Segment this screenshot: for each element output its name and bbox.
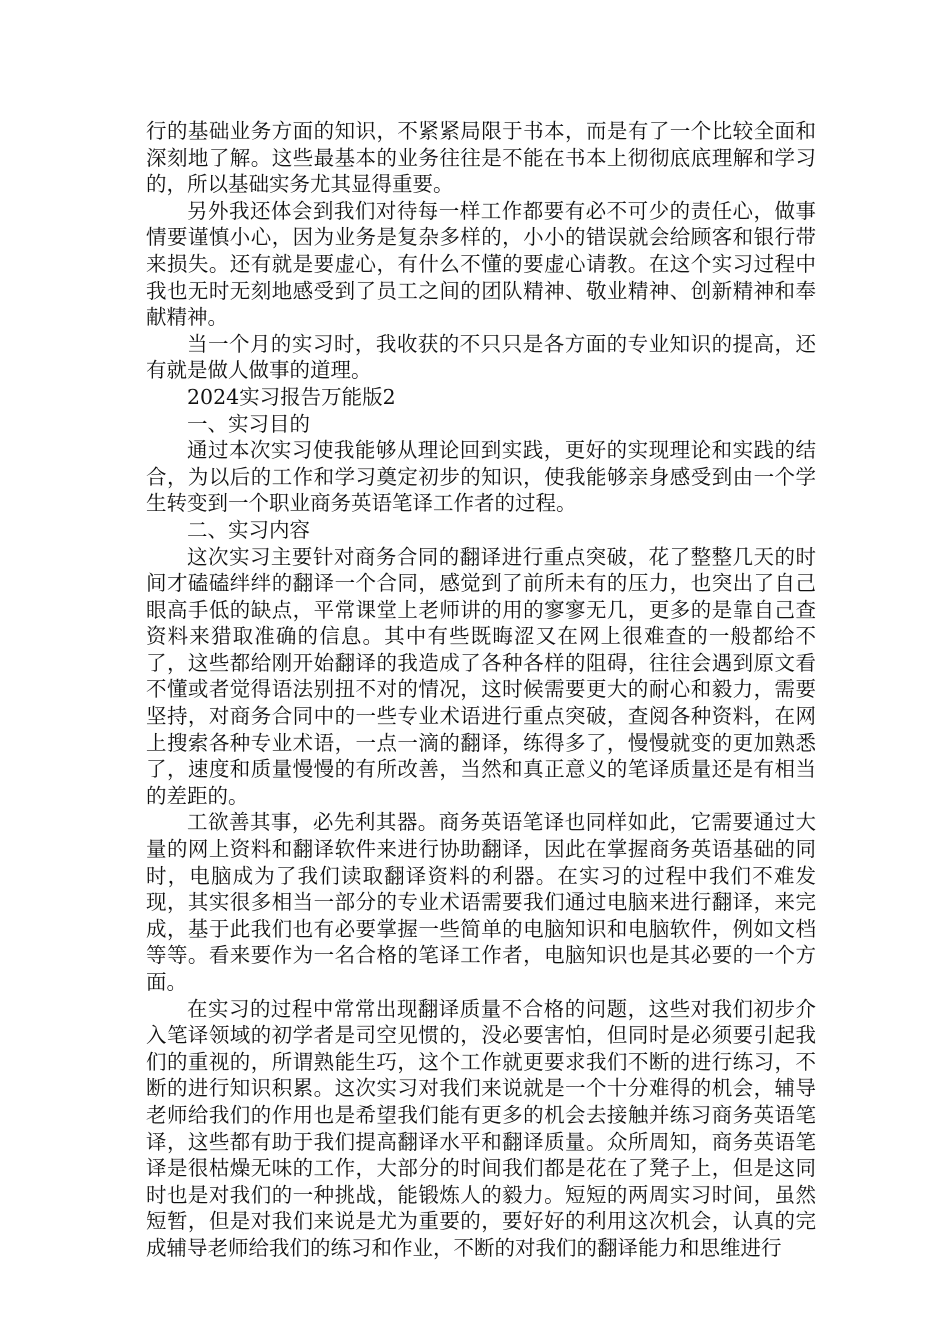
document-body: [146, 118, 816, 1262]
paragraph-purpose: 通过本次实习使我能够从理论回到实践，更好的实现理论和实践的结合，为以后的工作和学习奠定初步的知识，使我能够亲身感受到由一个学生转变到一个职业商务英语笔译工作者的过程。: [146, 438, 816, 516]
paragraph-contract-translation: 这次实习主要针对商务合同的翻译进行重点突破，花了整整几天的时间才磕磕绊绊的翻译一个合同，感觉到了前所未有的压力，也突出了自己眼高手低的缺点，平常课堂上老师讲的用的寥寥无几，更多的是靠自己查资料来猎取准确的信息。其中有些既晦涩又在网上很难查的一般都给不了，这些都给刚开始翻译的我造成了各种各样的阻碍，往往会遇到原文看不懂或者觉得语法别扭不对的情况，这时候需要更大的耐心和毅力，需要坚持，对商务合同中的一些专业术语进行重点突破，查阅各种资料，在网上搜索各种专业术语，一点一滴的翻译，练得多了，慢慢就变的更加熟悉了，速度和质量慢慢的有所改善，当然和真正意义的笔译质量还是有相当的差距的。: [146, 544, 816, 808]
paragraph-tools: 工欲善其事，必先利其器。商务英语笔译也同样如此，它需要通过大量的网上资料和翻译软件来进行协助翻译，因此在掌握商务英语基础的同时，电脑成为了我们读取翻译资料的利器。在实习的过程中我们不难发现，其实很多相当一部分的专业术语需要我们通过电脑来进行翻译，来完成，基于此我们也有必要掌握一些简单的电脑知识和电脑软件，例如文档等等。看来要作为一名合格的笔译工作者，电脑知识也是其必要的一个方面。: [146, 810, 816, 994]
heading-purpose: 一、实习目的: [187, 411, 310, 436]
paragraph-responsibility: 另外我还体会到我们对待每一样工作都要有必不可少的责任心，做事情要谨慎小心，因为业务是复杂多样的，小小的错误就会给顾客和银行带来损失。还有就是要虚心，有什么不懂的要虚心请教。在这个实习过程中我也无时无刻地感受到了员工之间的团队精神、敬业精神、创新精神和奉献精神。: [146, 198, 816, 330]
section-title: 2024实习报告万能版2: [187, 384, 396, 409]
paragraph-harvest: 当一个月的实习时，我收获的不只只是各方面的专业知识的提高，还有就是做人做事的道理。: [146, 331, 816, 383]
heading-content: 二、实习内容: [187, 517, 310, 542]
paragraph-continuation: 行的基础业务方面的知识，不紧紧局限于书本，而是有了一个比较全面和深刻地了解。这些最基本的业务往往是不能在书本上彻彻底底理解和学习的，所以基础实务尤其显得重要。: [146, 119, 816, 197]
paragraph-practice: 在实习的过程中常常出现翻译质量不合格的问题，这些对我们初步介入笔译领域的初学者是司空见惯的，没必要害怕，但同时是必须要引起我们的重视的，所谓熟能生巧，这个工作就更要求我们不断的进行练习，不断的进行知识积累。这次实习对我们来说就是一个十分难得的机会，辅导老师给我们的作用也是希望我们能有更多的机会去接触并练习商务英语笔译，这些都有助于我们提高翻译水平和翻译质量。众所周知，商务英语笔译是很枯燥无味的工作，大部分的时间我们都是花在了凳子上，但是这同时也是对我们的一种挑战，能锻炼人的毅力。短短的两周实习时间，虽然短暂，但是对我们来说是尤为重要的，要好好的利用这次机会，认真的完成辅导老师给我们的练习和作业，不断的对我们的翻译能力和思维进行: [146, 996, 816, 1260]
